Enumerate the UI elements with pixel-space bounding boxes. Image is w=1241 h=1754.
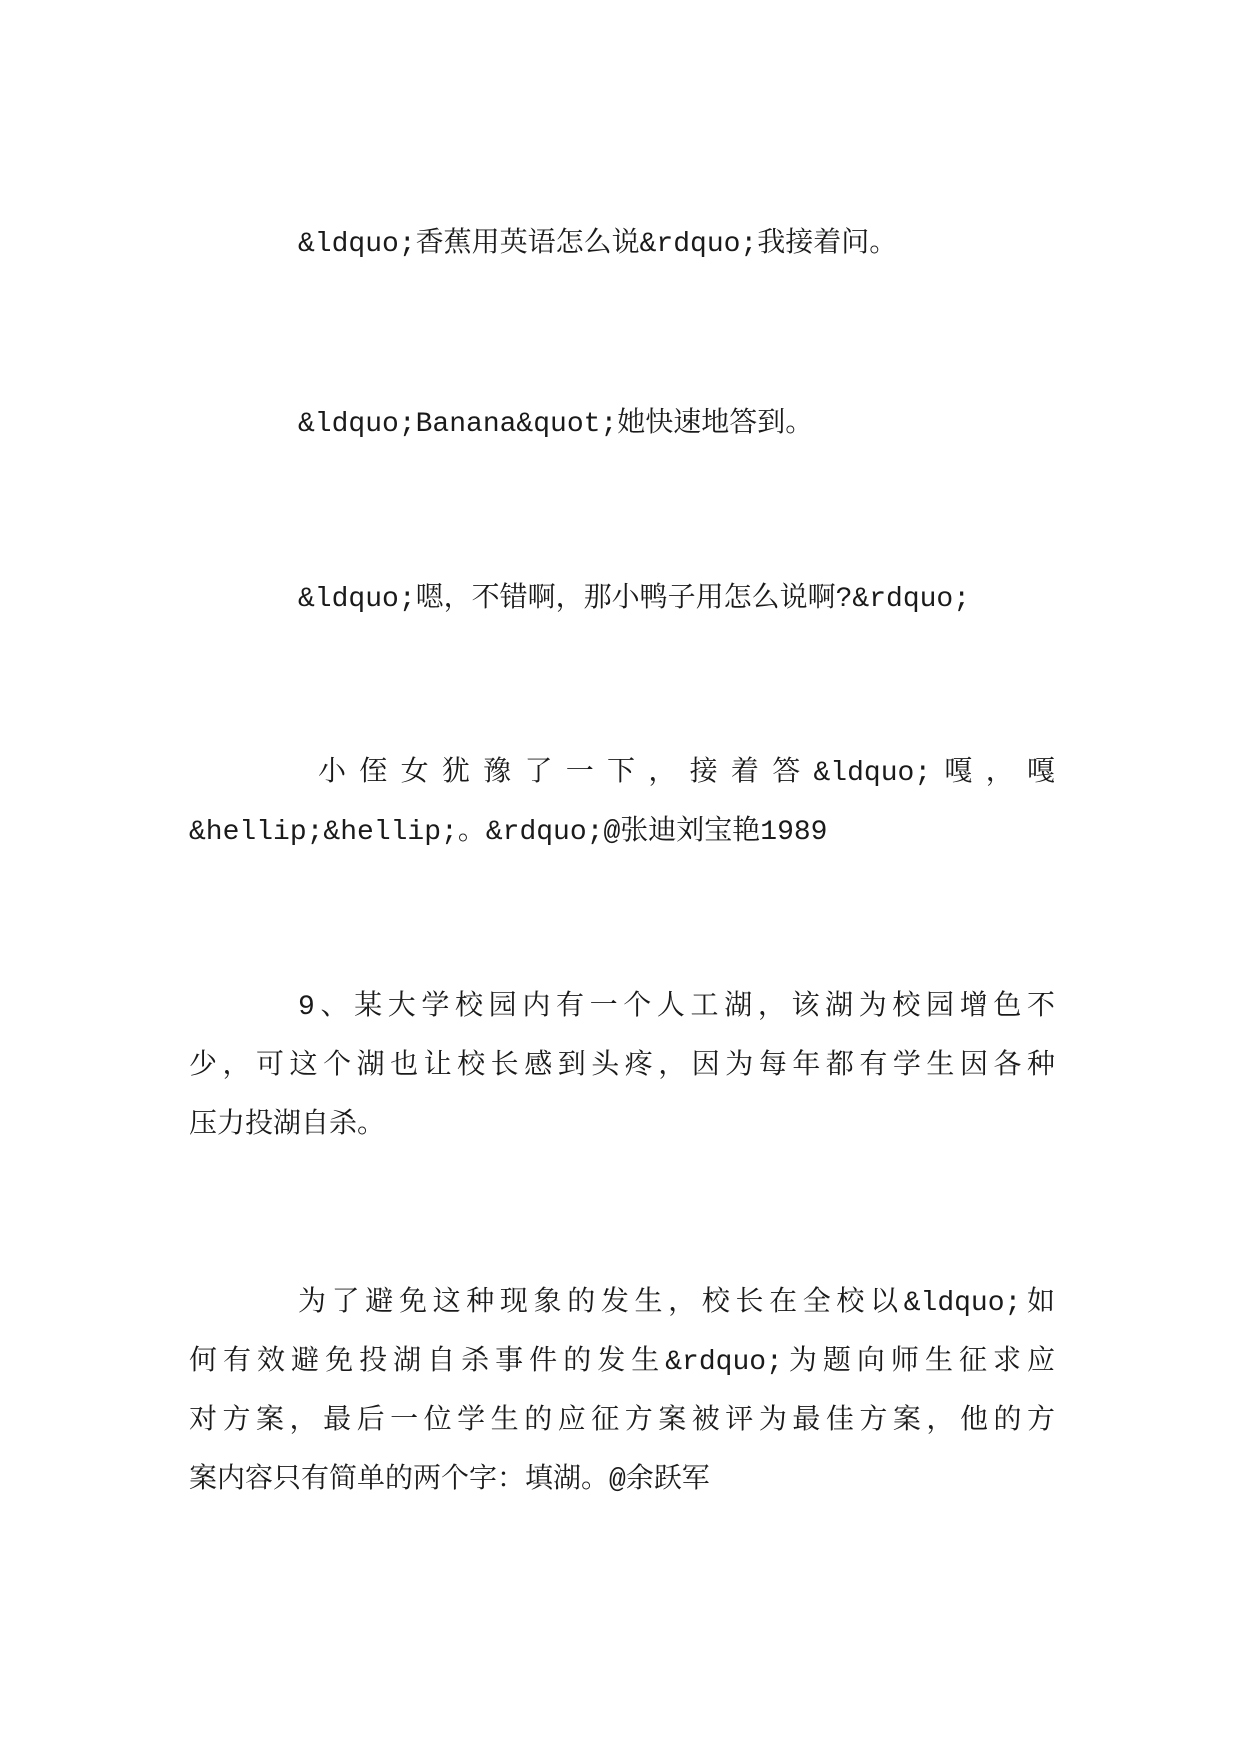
paragraph-line: 小侄女犹豫了一下，接着答&ldquo;嘎，嘎 xyxy=(318,758,1055,789)
paragraph xyxy=(189,978,1055,1155)
paragraph-line: &ldquo;Banana&quot;她快速地答到。 xyxy=(298,409,814,440)
paragraph xyxy=(189,215,1055,274)
paragraph-line: &ldquo;嗯，不错啊，那小鸭子用怎么说啊?&rdquo; xyxy=(298,584,971,615)
paragraph-line: 少，可这个湖也让校长感到头疼，因为每年都有学生因各种 xyxy=(189,1051,1055,1082)
paragraph-line: 对方案，最后一位学生的应征方案被评为最佳方案，他的方 xyxy=(189,1406,1055,1437)
paragraph-line: &hellip;&hellip;。&rdquo;@张迪刘宝艳1989 xyxy=(189,817,828,848)
paragraph xyxy=(189,1274,1055,1510)
paragraph-line: 案内容只有简单的两个字：填湖。@余跃军 xyxy=(189,1465,710,1496)
paragraph-line: &ldquo;香蕉用英语怎么说&rdquo;我接着问。 xyxy=(298,229,898,260)
paragraph xyxy=(189,570,1055,629)
paragraph-line: 9、某大学校园内有一个人工湖，该湖为校园增色不 xyxy=(298,992,1055,1023)
paragraph-line: 何有效避免投湖自杀事件的发生&rdquo;为题向师生征求应 xyxy=(189,1347,1055,1378)
paragraph-line: 为了避免这种现象的发生，校长在全校以&ldquo;如 xyxy=(298,1288,1055,1319)
paragraph xyxy=(189,395,1055,454)
paragraph xyxy=(189,744,1055,862)
paragraph-line: 压力投湖自杀。 xyxy=(189,1110,386,1141)
